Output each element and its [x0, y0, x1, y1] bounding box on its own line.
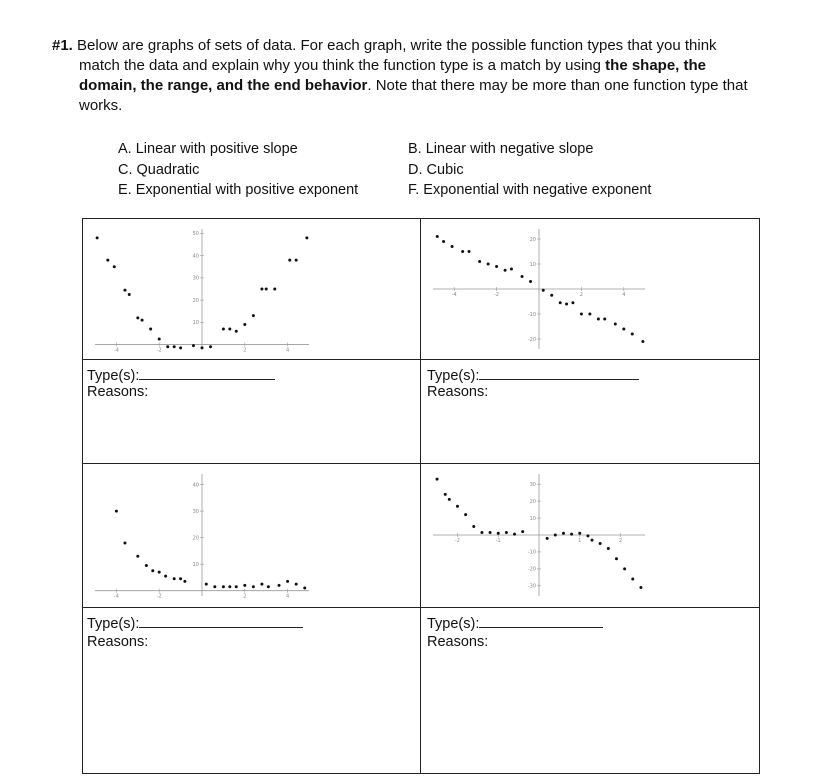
data-point [260, 288, 263, 291]
data-point [267, 585, 270, 588]
y-tick-label: 30 [192, 508, 199, 515]
y-tick-label: 20 [192, 297, 199, 304]
data-point [641, 340, 644, 343]
data-point [141, 319, 144, 322]
data-point [603, 318, 606, 321]
y-tick-label: 30 [529, 481, 536, 488]
data-point [623, 567, 626, 570]
question-number: #1. [52, 37, 73, 54]
data-point [265, 288, 268, 291]
x-tick-label: 2 [243, 593, 247, 600]
data-point [444, 493, 447, 496]
data-point [213, 585, 216, 588]
data-point [158, 571, 161, 574]
question-text-end: . Note that there may be more than one function type that works. [79, 77, 748, 114]
type-blank-4[interactable] [479, 613, 603, 628]
data-point [235, 330, 238, 333]
type-label-2: Type(s): [427, 368, 480, 384]
data-point [554, 534, 557, 537]
data-point [295, 259, 298, 262]
data-point [243, 584, 246, 587]
data-point [487, 263, 490, 266]
question-text-bold: the shape, the domain, the range, and the end behavior [79, 57, 707, 94]
type-field-4[interactable] [427, 613, 603, 632]
data-point [442, 240, 445, 243]
data-point [622, 328, 625, 331]
data-point [166, 345, 169, 348]
grid-divider-3 [83, 607, 759, 608]
data-point [615, 557, 618, 560]
data-point [571, 301, 574, 304]
data-point [588, 313, 591, 316]
y-tick-label: 50 [192, 231, 199, 238]
data-point [565, 303, 568, 306]
y-tick-label: 20 [192, 535, 199, 542]
data-point [451, 245, 454, 248]
data-point [448, 498, 451, 501]
option-c: C. Quadratic [118, 161, 200, 178]
data-point [222, 328, 225, 331]
grid-divider-1 [83, 359, 759, 360]
graph-3 [85, 466, 317, 604]
graph-1-svg [85, 221, 317, 357]
x-tick-label: -4 [113, 593, 119, 600]
y-tick-label: -10 [527, 549, 536, 556]
data-point [252, 314, 255, 317]
y-tick-label: 10 [192, 561, 199, 568]
type-label-1: Type(s): [87, 368, 140, 384]
data-point [158, 338, 161, 341]
grid-divider-vertical [420, 219, 421, 773]
data-point [149, 328, 152, 331]
data-point [586, 534, 589, 537]
graph-2 [423, 221, 653, 357]
data-point [639, 586, 642, 589]
data-point [562, 532, 565, 535]
data-point [521, 530, 524, 533]
data-point [151, 569, 154, 572]
y-tick-label: -20 [527, 566, 536, 573]
data-point [510, 268, 513, 271]
data-point [614, 323, 617, 326]
data-point [179, 346, 182, 349]
type-blank-3[interactable] [139, 613, 303, 628]
x-tick-label: 4 [622, 292, 626, 298]
grid-divider-2 [83, 463, 759, 464]
data-point [631, 578, 634, 581]
y-tick-label: 30 [192, 275, 199, 282]
data-point [607, 547, 610, 550]
x-tick-label: 2 [579, 292, 583, 298]
data-point [192, 344, 195, 347]
data-point [464, 513, 467, 516]
data-point [305, 236, 308, 239]
option-f: F. Exponential with negative exponent [408, 182, 652, 198]
data-point [201, 346, 204, 349]
y-tick-label: -10 [527, 311, 536, 318]
data-point [505, 531, 508, 534]
data-point [468, 250, 471, 253]
reasons-label-3: Reasons: [87, 634, 149, 650]
data-point [580, 313, 583, 316]
reasons-label-1: Reasons: [87, 384, 149, 400]
data-point [136, 555, 139, 558]
x-tick-label: 2 [618, 538, 623, 544]
x-tick-label: -4 [113, 347, 119, 354]
x-tick-label: 4 [286, 347, 290, 354]
option-d: D. Cubic [408, 161, 464, 178]
y-tick-label: 10 [529, 261, 536, 268]
answer-grid [82, 218, 760, 774]
data-point [209, 345, 212, 348]
data-point [478, 260, 481, 263]
data-point [260, 583, 263, 586]
question-text [52, 36, 752, 116]
x-tick-label: -1 [495, 538, 501, 544]
x-tick-label: -2 [156, 593, 162, 600]
data-point [597, 318, 600, 321]
data-point [183, 580, 186, 583]
option-b: B. Linear with negative slope [408, 141, 594, 157]
y-tick-label: -20 [527, 336, 536, 343]
data-point [504, 269, 507, 272]
type-blank-1[interactable] [139, 365, 275, 380]
data-point [578, 532, 581, 535]
question-text-start: Below are graphs of sets of data. For each graph, write the possible function types that you think match the data and explain why you think the function type is a match by using [72, 37, 717, 74]
data-point [631, 333, 634, 336]
data-point [480, 531, 483, 534]
type-blank-2[interactable] [479, 365, 639, 380]
x-tick-label: -4 [451, 292, 457, 298]
x-tick-label: 1 [578, 538, 582, 544]
type-field-3[interactable] [87, 613, 303, 632]
data-point [295, 583, 298, 586]
reasons-label-4: Reasons: [427, 634, 489, 650]
type-field-2[interactable] [427, 365, 639, 384]
data-point [243, 323, 246, 326]
data-point [489, 531, 492, 534]
data-point [115, 510, 118, 513]
option-a: A. Linear with positive slope [118, 141, 298, 157]
graph-1 [85, 221, 317, 357]
x-tick-label: -2 [494, 292, 500, 298]
x-tick-label: 2 [243, 347, 247, 354]
data-point [546, 537, 549, 540]
type-label-3: Type(s): [87, 616, 140, 632]
y-tick-label: 40 [192, 253, 199, 260]
type-field-1[interactable] [87, 365, 275, 384]
data-point [278, 584, 281, 587]
y-tick-label: 10 [192, 320, 199, 327]
data-point [145, 564, 148, 567]
y-tick-label: 20 [529, 498, 536, 505]
data-point [164, 575, 167, 578]
question-body [52, 36, 752, 116]
data-point [550, 294, 553, 297]
data-point [179, 577, 182, 580]
data-point [286, 580, 289, 583]
data-point [559, 301, 562, 304]
graph-4 [423, 466, 653, 604]
data-point [252, 585, 255, 588]
graph-2-svg [423, 221, 653, 357]
graph-4-svg [423, 466, 653, 604]
data-point [128, 293, 131, 296]
data-point [497, 532, 500, 535]
data-point [222, 585, 225, 588]
data-point [461, 250, 464, 253]
data-point [113, 265, 116, 268]
y-tick-label: 20 [529, 236, 536, 243]
data-point [288, 259, 291, 262]
data-point [228, 328, 231, 331]
data-point [106, 259, 109, 262]
data-point [173, 577, 176, 580]
data-point [173, 345, 176, 348]
x-tick-label: -2 [454, 538, 460, 544]
data-point [599, 542, 602, 545]
data-point [303, 587, 306, 590]
data-point [273, 288, 276, 291]
y-tick-label: 40 [192, 482, 199, 489]
x-tick-label: 4 [286, 593, 290, 600]
reasons-label-2: Reasons: [427, 384, 489, 400]
data-point [436, 478, 439, 481]
data-point [96, 236, 99, 239]
data-point [542, 289, 545, 292]
y-tick-label: -30 [527, 583, 536, 590]
data-point [205, 583, 208, 586]
data-point [513, 533, 516, 536]
data-point [228, 585, 231, 588]
data-point [495, 265, 498, 268]
data-point [123, 541, 126, 544]
y-tick-label: 10 [529, 515, 536, 522]
data-point [436, 235, 439, 238]
x-tick-label: -2 [156, 347, 162, 354]
data-point [570, 533, 573, 536]
data-point [123, 289, 126, 292]
data-point [591, 539, 594, 542]
data-point [235, 585, 238, 588]
data-point [472, 525, 475, 528]
data-point [529, 280, 532, 283]
data-point [136, 316, 139, 319]
graph-3-svg [85, 466, 317, 604]
data-point [456, 505, 459, 508]
option-e: E. Exponential with positive exponent [118, 182, 359, 198]
type-label-4: Type(s): [427, 616, 480, 632]
data-point [521, 275, 524, 278]
